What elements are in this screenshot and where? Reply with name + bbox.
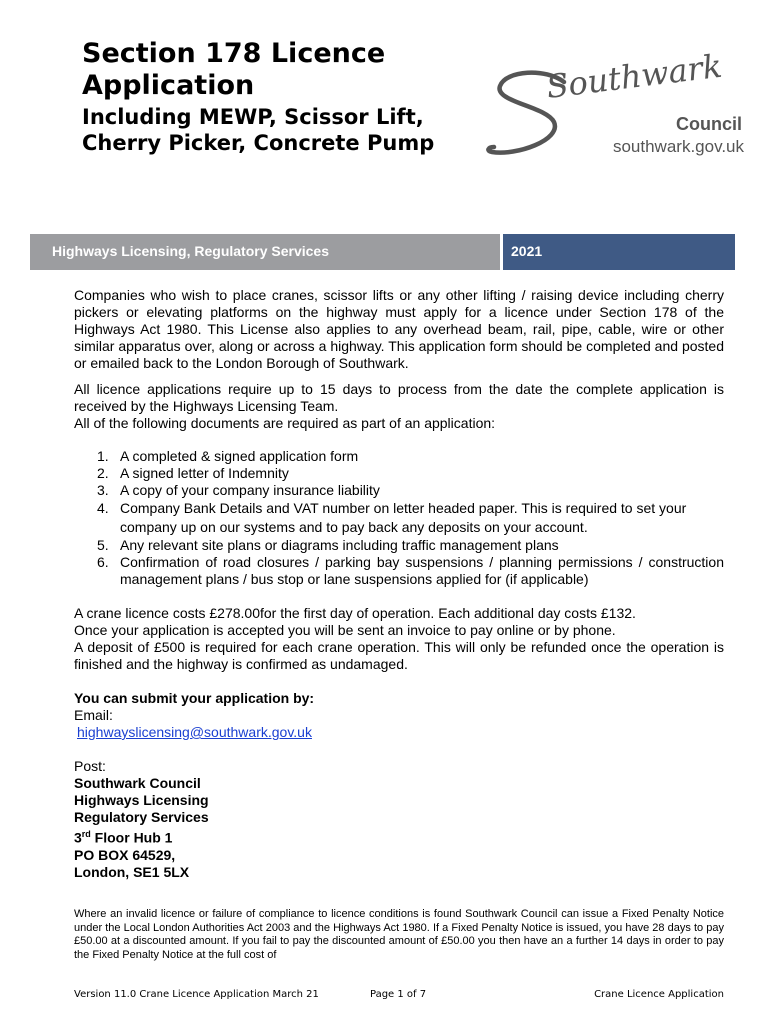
banner-year-panel xyxy=(503,234,735,270)
list-item: 3. A copy of your company insurance liability xyxy=(97,482,380,498)
cost-line-1: A crane licence costs £278.00for the first day of operation. Each additional day costs £132. xyxy=(74,605,636,621)
logo-s-swoosh-icon xyxy=(486,44,748,164)
footer-page-number: Page 1 of 7 xyxy=(370,989,427,1000)
list-item: 2. A signed letter of Indemnity xyxy=(97,465,289,481)
banner-department-panel xyxy=(30,234,500,270)
intro-paragraph: Companies who wish to place cranes, scissor lifts or any other lifting / raising device including cherry pickers or elevating platforms on the highway must apply for a licence under Section 178 of the Highways Act 1980. This License also applies to any overhead beam, rail, pipe, cable, wire or other similar apparatus over, along or across a highway. This application form should be completed and posted or emailed back to the London Borough of Southwark. xyxy=(74,287,724,371)
documents-intro: All of the following documents are required as part of an application: xyxy=(74,415,496,431)
cost-line-2: Once your application is accepted you will be sent an invoice to pay online or by phone. xyxy=(74,622,616,638)
email-label: Email: xyxy=(74,707,113,723)
required-documents-list xyxy=(74,448,724,588)
email-link[interactable]: highwayslicensing@southwark.gov.uk xyxy=(77,724,312,740)
banner-year: 2021 xyxy=(511,243,543,259)
list-item: 6. Confirmation of road closures / parking bay suspensions / planning permissions / construction management plans / bus stop or lane suspensions applied for (if applicable) xyxy=(97,554,724,587)
section-banner xyxy=(30,234,735,270)
penalty-notice: Where an invalid licence or failure of compliance to licence conditions is found Southwark Council can issue a Fixed Penalty Notice under the Local London Authorities Act 2003 and the Highways Act 1980. If a Fixed Penalty Notice is issued, you have 28 days to pay £50.00 at a discounted amount. If you fail to pay the discounted amount of £50.00 you then have an a further 14 days in order to pay the Fixed Penalty Notice at the full cost of xyxy=(74,908,724,961)
processing-paragraph: All licence applications require up to 15 days to process from the date the complete application is received by the Highways Licensing Team. xyxy=(74,381,724,414)
postal-address: Southwark Council Highways Licensing Regulatory Services 3rd Floor Hub 1 PO BOX 64529, London, SE1 5LX xyxy=(74,775,209,880)
page-title: Section 178 Licence Application xyxy=(82,38,386,101)
submit-heading: You can submit your application by: xyxy=(74,690,315,706)
southwark-council-logo xyxy=(486,44,748,164)
post-label: Post: xyxy=(74,758,106,774)
list-item: 4. Company Bank Details and VAT number on letter headed paper. This is required to set your company up on our systems and to pay back any deposits on your account. xyxy=(97,500,687,535)
list-item: 1. A completed & signed application form xyxy=(97,448,359,464)
banner-department: Highways Licensing, Regulatory Services xyxy=(52,243,329,259)
list-item: 5. Any relevant site plans or diagrams including traffic management plans xyxy=(97,537,559,553)
footer-document-name: Crane Licence Application xyxy=(594,989,724,1000)
main-content xyxy=(74,287,724,881)
logo-council-text: Council xyxy=(676,114,742,134)
cost-line-3: A deposit of £500 is required for each crane operation. This will only be refunded once the operation is finished and the highway is confirmed as undamaged. xyxy=(74,639,724,672)
document-title-block xyxy=(82,38,482,156)
page-subtitle: Including MEWP, Scissor Lift, Cherry Picker, Concrete Pump xyxy=(82,105,435,155)
logo-website-text: southwark.gov.uk xyxy=(612,137,744,156)
footer-version: Version 11.0 Crane Licence Application March 21 xyxy=(74,989,319,1000)
logo-brand-text: Southwark xyxy=(544,46,725,106)
